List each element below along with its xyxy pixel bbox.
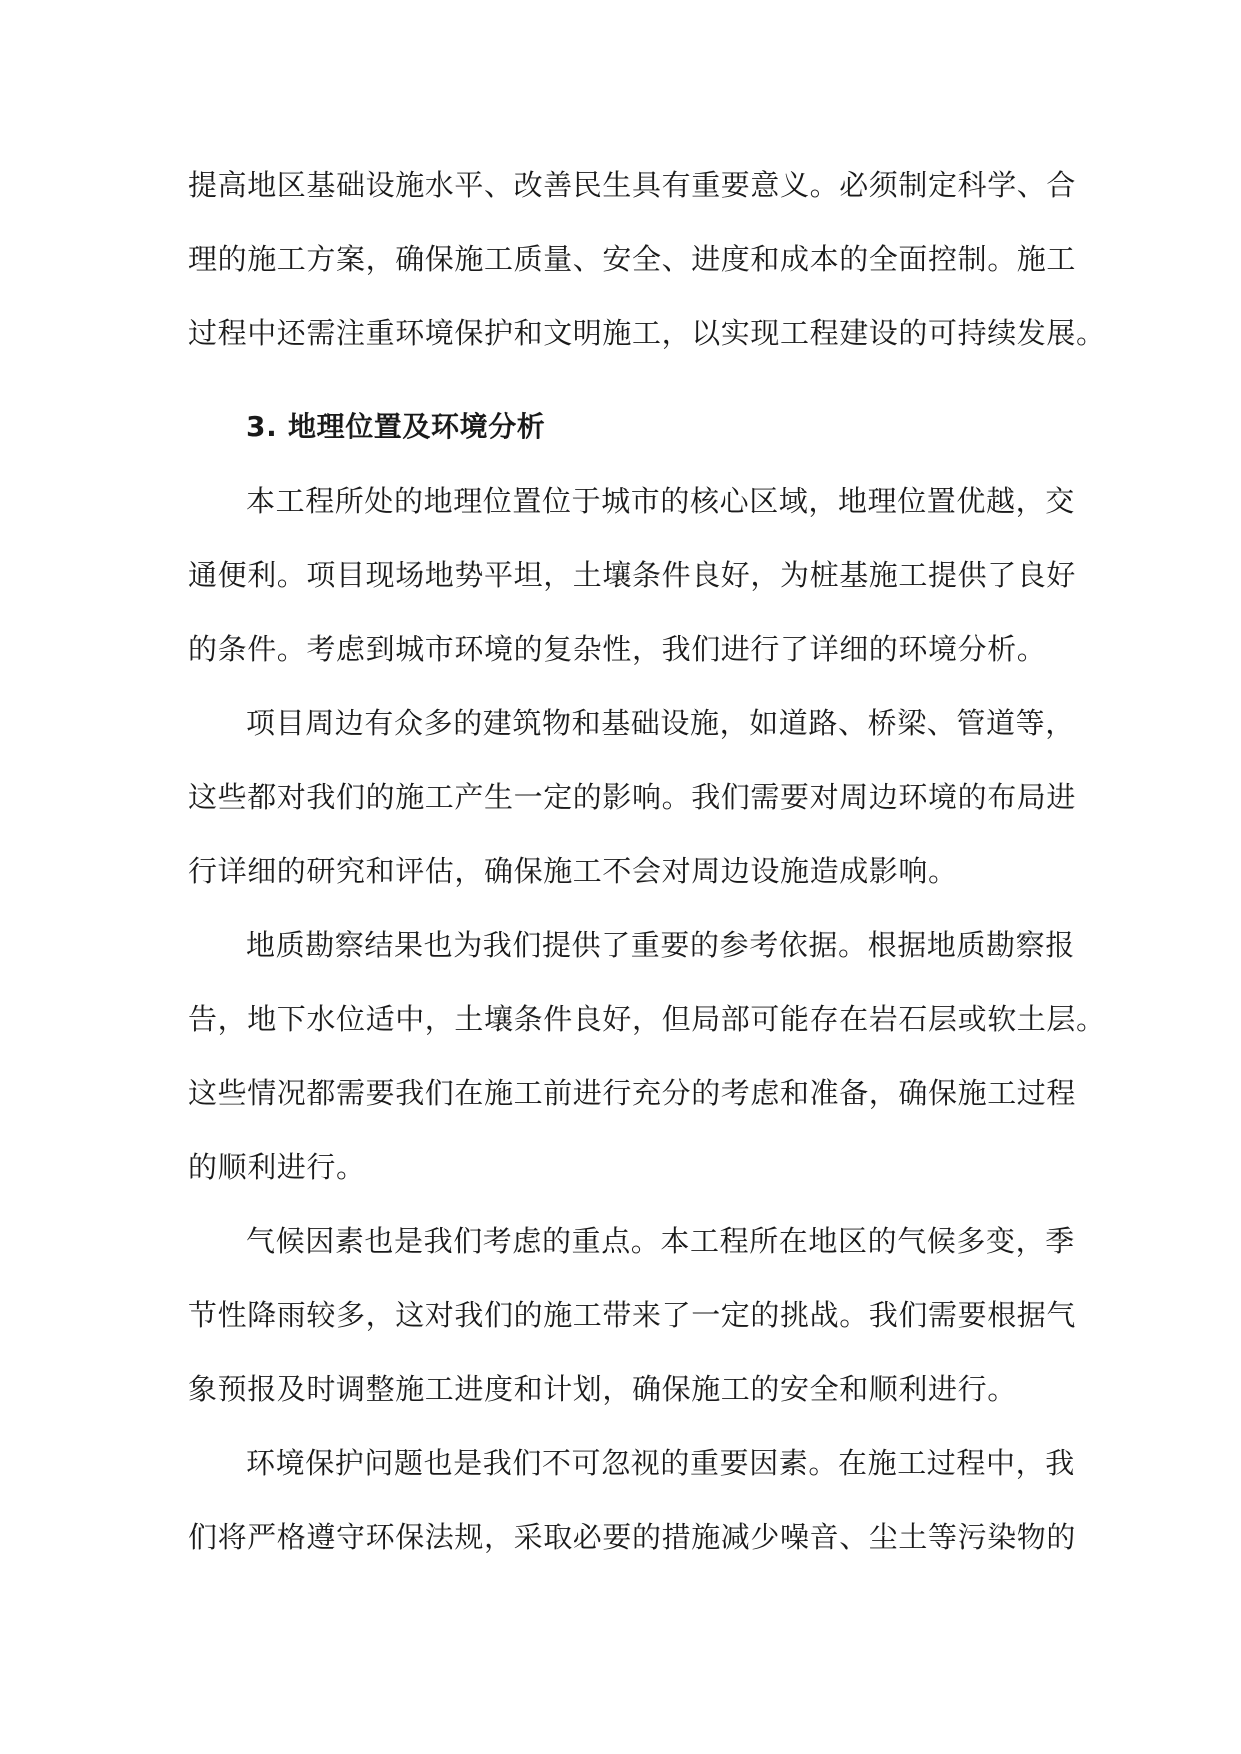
section-number: 3. <box>246 410 278 443</box>
intro-paragraph <box>188 148 1106 370</box>
text-line: 气候因素也是我们考虑的重点。本工程所在地区的气候多变，季 <box>246 1224 1075 1258</box>
text-line: 提高地区基础设施水平、改善民生具有重要意义。必须制定科学、合 <box>188 168 1077 202</box>
text-line: 这些都对我们的施工产生一定的影响。我们需要对周边环境的布局进 <box>188 780 1077 814</box>
section-title: 地理位置及环境分析 <box>288 410 546 443</box>
text-line: 行详细的研究和评估，确保施工不会对周边设施造成影响。 <box>188 854 958 888</box>
document-body <box>188 148 1106 1574</box>
text-line: 理的施工方案，确保施工质量、安全、进度和成本的全面控制。施工 <box>188 242 1077 276</box>
paragraph-location <box>188 464 1077 686</box>
paragraph-environment <box>188 1426 1077 1574</box>
text-line: 告，地下水位适中，土壤条件良好，但局部可能存在岩石层或软土层。 <box>188 1002 1106 1036</box>
text-line: 节性降雨较多，这对我们的施工带来了一定的挑战。我们需要根据气 <box>188 1298 1077 1332</box>
text-line: 过程中还需注重环境保护和文明施工，以实现工程建设的可持续发展。 <box>188 316 1106 350</box>
paragraph-surroundings <box>188 686 1077 908</box>
text-line: 环境保护问题也是我们不可忽视的重要因素。在施工过程中，我 <box>246 1446 1075 1480</box>
text-line: 的顺利进行。 <box>188 1150 366 1184</box>
text-line: 地质勘察结果也为我们提供了重要的参考依据。根据地质勘察报 <box>246 928 1075 962</box>
text-line: 本工程所处的地理位置位于城市的核心区域，地理位置优越，交 <box>246 484 1075 518</box>
text-line: 这些情况都需要我们在施工前进行充分的考虑和准备，确保施工过程 <box>188 1076 1077 1110</box>
paragraph-climate <box>188 1204 1077 1426</box>
text-line: 项目周边有众多的建筑物和基础设施，如道路、桥梁、管道等， <box>246 706 1075 740</box>
text-line: 通便利。项目现场地势平坦，土壤条件良好，为桩基施工提供了良好 <box>188 558 1077 592</box>
section-heading <box>188 390 1048 464</box>
paragraph-geology <box>188 908 1106 1204</box>
text-line: 们将严格遵守环保法规，采取必要的措施减少噪音、尘土等污染物的 <box>188 1520 1077 1554</box>
text-line: 象预报及时调整施工进度和计划，确保施工的安全和顺利进行。 <box>188 1372 1017 1406</box>
text-line: 的条件。考虑到城市环境的复杂性，我们进行了详细的环境分析。 <box>188 632 1047 666</box>
